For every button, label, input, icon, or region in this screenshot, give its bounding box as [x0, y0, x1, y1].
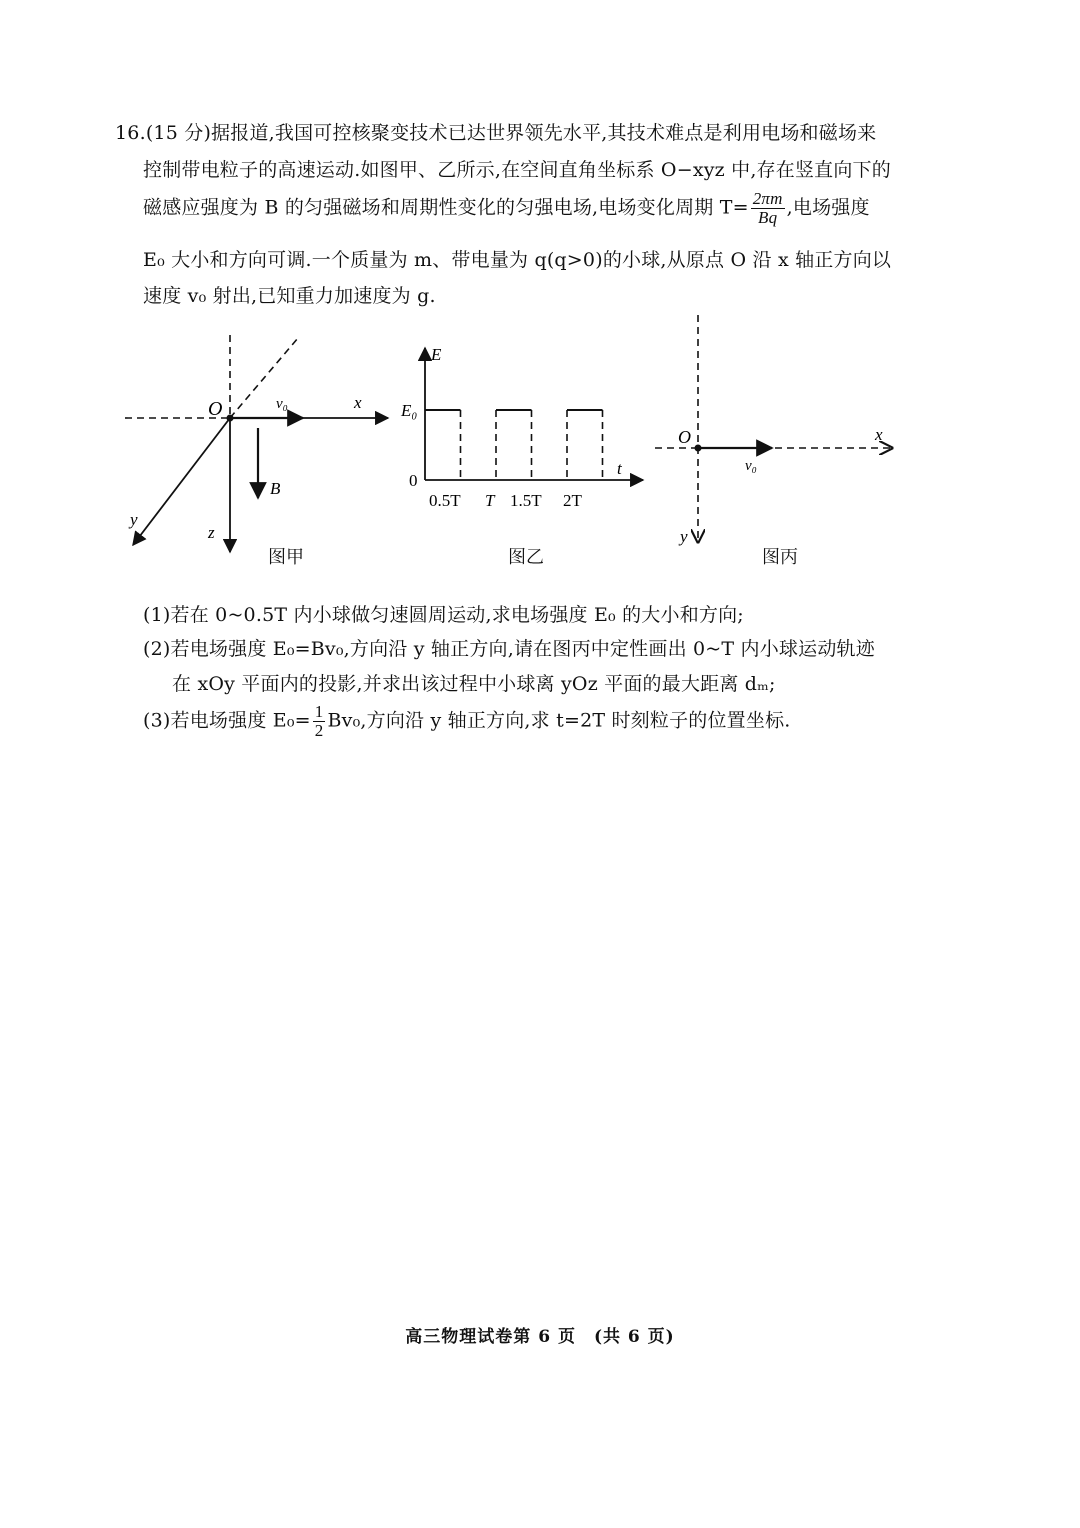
zero-label: 0	[409, 471, 418, 490]
question-line-2: 控制带电粒子的高速运动.如图甲、乙所示,在空间直角坐标系 O−xyz 中,存在竖直向下的	[143, 159, 891, 181]
x-label: x	[875, 425, 883, 444]
caption-jia: 图甲	[268, 547, 304, 568]
tick-label-T: T	[485, 491, 495, 510]
e0-label: E₀	[401, 401, 418, 420]
half-numerator: 1	[314, 702, 324, 721]
x-label: x	[354, 393, 362, 412]
question-line-5: 速度 v₀ 射出,已知重力加速度为 g.	[143, 285, 436, 307]
subquestion-3	[143, 703, 791, 740]
v0-label: v₀	[276, 396, 288, 412]
figure-bing	[650, 310, 900, 550]
pulse-group	[425, 410, 603, 480]
period-denominator: Bq	[758, 208, 778, 227]
subquestion-1: (1)若在 0~0.5T 内小球做匀速圆周运动,求电场强度 E₀ 的大小和方向;	[143, 604, 744, 626]
origin-dot	[695, 445, 702, 452]
caption-yi: 图乙	[508, 547, 544, 568]
origin-dot	[227, 415, 234, 422]
y-label: y	[680, 527, 688, 546]
b-label: B	[270, 479, 281, 498]
v0-label: v₀	[745, 458, 757, 474]
question-line-1: 16.(15 分)据报道,我国可控核聚变技术已达世界领先水平,其技术难点是利用电场和磁场来	[115, 122, 877, 144]
half-denominator: 2	[314, 721, 324, 740]
t-axis-label: t	[617, 459, 622, 478]
period-numerator: 2πm	[752, 189, 783, 208]
tick-label-1-5T: 1.5T	[510, 491, 542, 510]
subquestion-3-pre: (3)若电场强度 E₀=	[143, 709, 311, 732]
tick-label-0-5T: 0.5T	[429, 491, 461, 510]
figure-yi	[395, 340, 650, 520]
question-line-4: E₀ 大小和方向可调.一个质量为 m、带电量为 q(q>0)的小球,从原点 O 沿 x 轴正方向以	[143, 249, 892, 271]
y-label: y	[130, 510, 138, 529]
subquestion-3-post: Bv₀,方向沿 y 轴正方向,求 t=2T 时刻粒子的位置坐标.	[327, 709, 791, 732]
subquestion-2-line-1: (2)若电场强度 E₀=Bv₀,方向沿 y 轴正方向,请在图丙中定性画出 0~T 内小球运动轨迹	[143, 638, 875, 660]
origin-label: O	[678, 427, 691, 447]
caption-bing: 图丙	[762, 547, 798, 568]
tick-label-2T: 2T	[563, 491, 582, 510]
page-footer: 高三物理试卷第 6 页 (共 6 页)	[405, 1327, 675, 1347]
e-axis-label: E	[431, 345, 442, 364]
y-axis	[133, 418, 230, 545]
origin-label: O	[208, 398, 223, 420]
subquestion-2-line-2: 在 xOy 平面内的投影,并求出该过程中小球离 yOz 平面的最大距离 dₘ;	[172, 673, 776, 695]
question-line-3	[143, 190, 870, 227]
question-line-3-text: 磁感应强度为 B 的匀强磁场和周期性变化的匀强电场,电场变化周期 T=	[143, 196, 749, 219]
period-fraction	[751, 190, 785, 227]
z-label: z	[208, 523, 215, 542]
figure-jia	[120, 330, 400, 560]
question-line-3-tail: ,电场强度	[786, 196, 870, 219]
half-fraction	[313, 703, 326, 740]
